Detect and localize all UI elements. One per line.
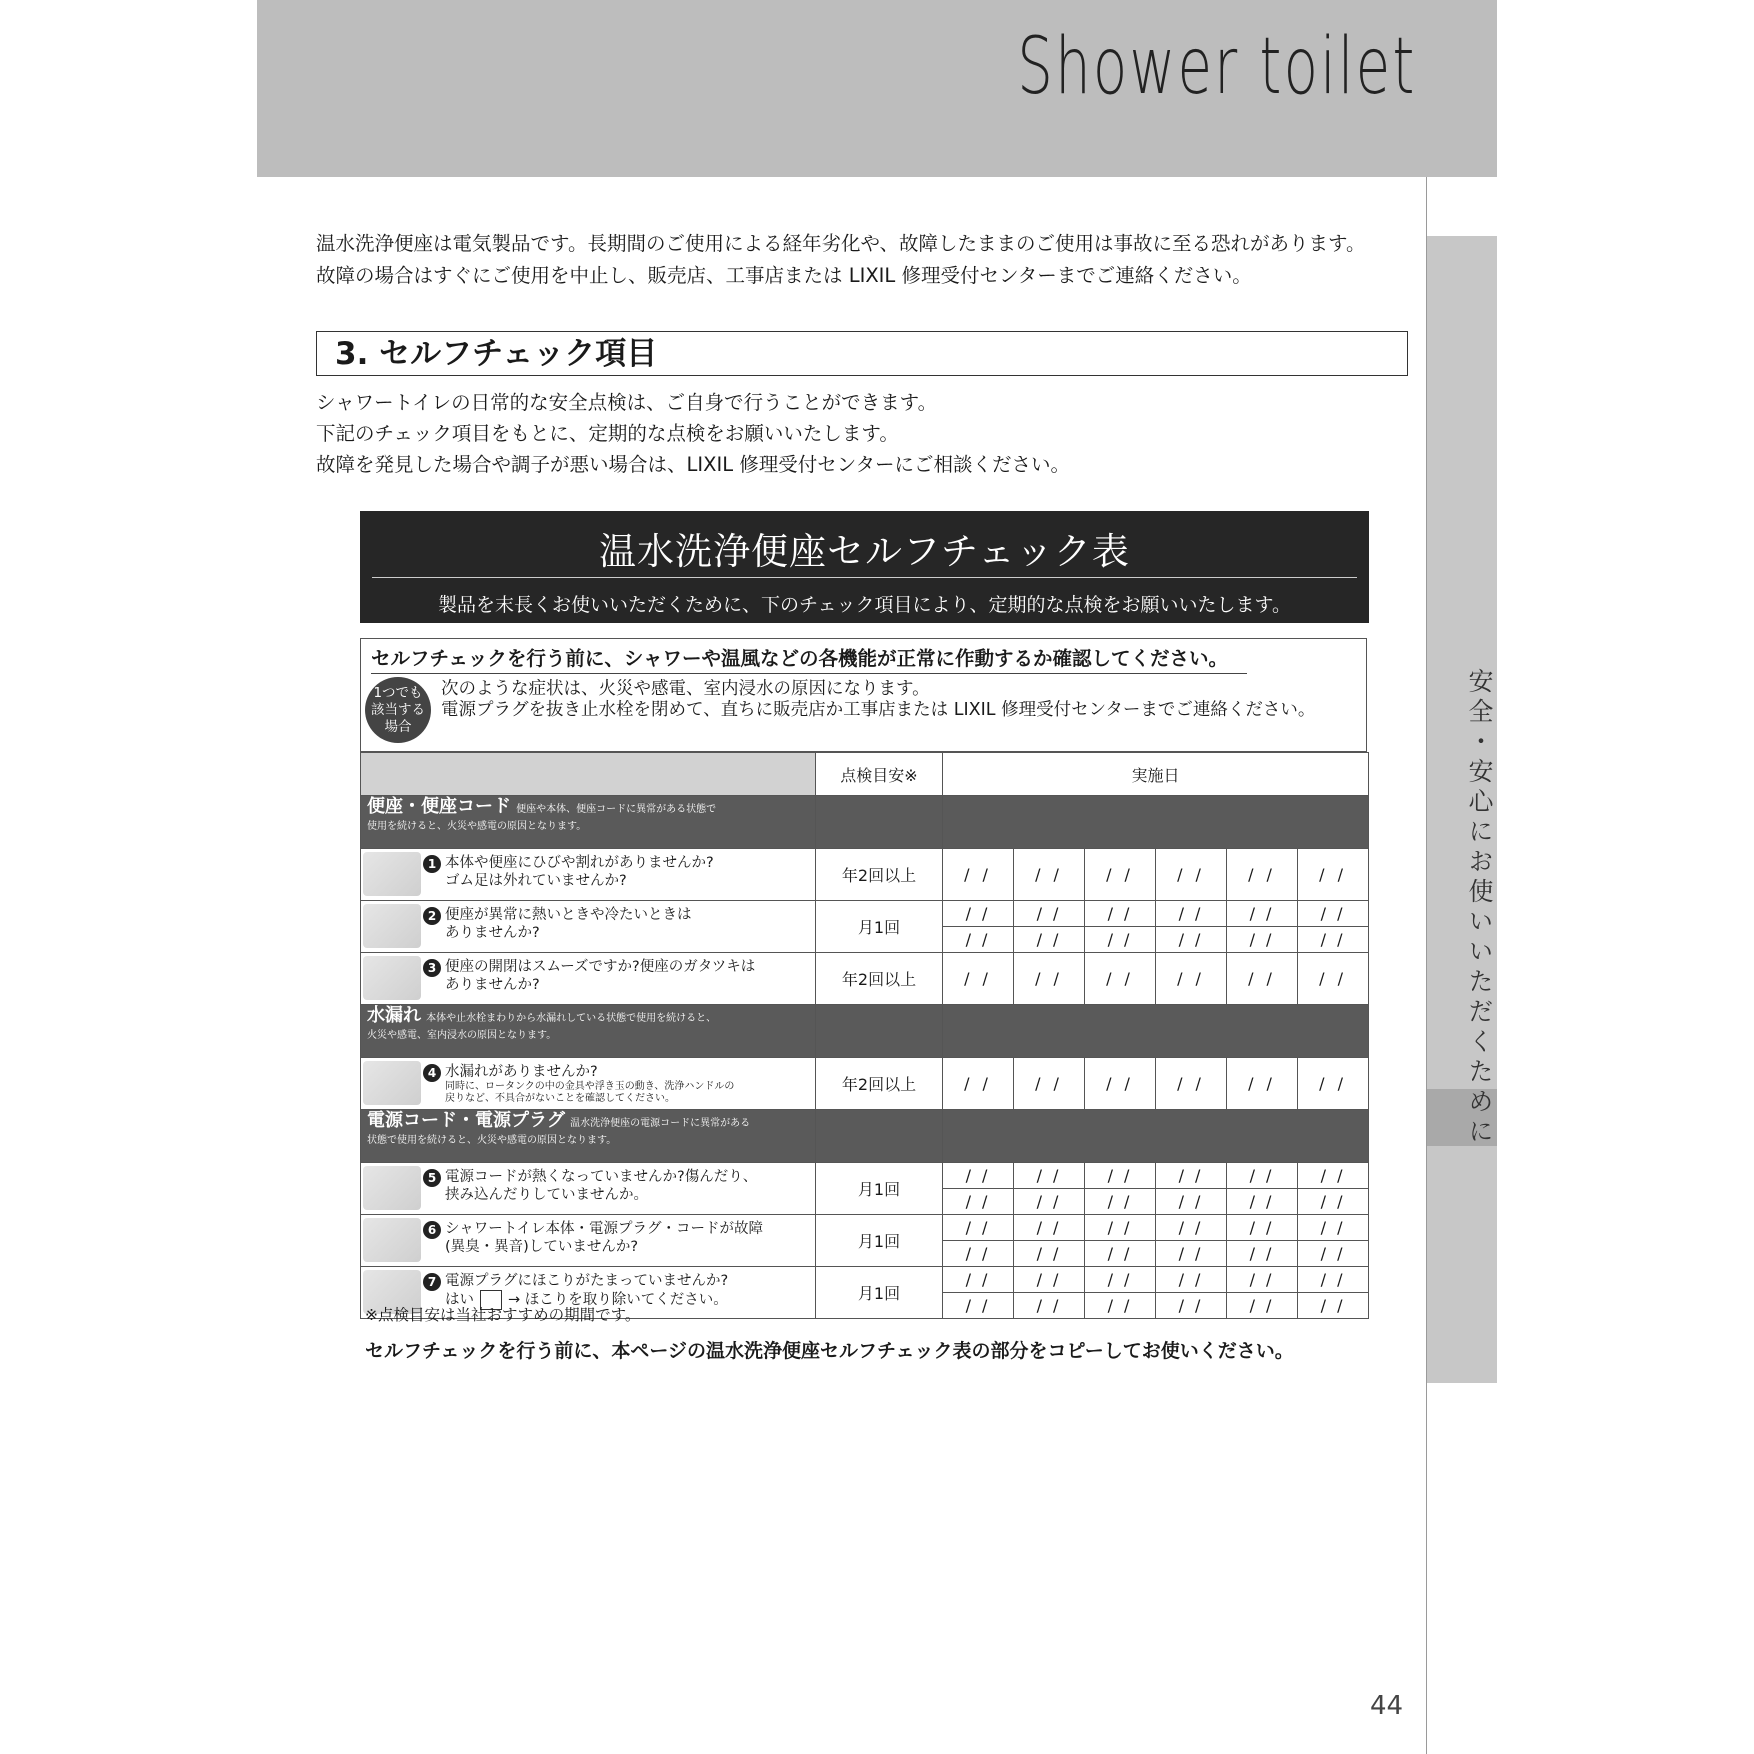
date-cell[interactable]: / /: [1156, 849, 1227, 901]
date-cell[interactable]: / /: [1227, 927, 1298, 953]
date-cell[interactable]: / /: [1156, 1267, 1227, 1293]
date-cell[interactable]: / /: [1227, 901, 1298, 927]
header-blank: [361, 753, 816, 796]
desc-line: 下記のチェック項目をもとに、定期的な点検をお願いいたします。: [316, 422, 899, 445]
table-row: [361, 901, 1369, 927]
item-text: [445, 906, 692, 942]
table-row: [361, 849, 1369, 901]
date-cell[interactable]: / /: [1227, 1058, 1298, 1110]
date-cell[interactable]: / /: [1227, 953, 1298, 1005]
category-blank: [816, 796, 943, 849]
toilet-illustration: [363, 852, 421, 896]
date-cell[interactable]: / /: [943, 1293, 1014, 1319]
item-number: 6: [423, 1221, 441, 1239]
item-question: 水漏れがありませんか?: [445, 1064, 598, 1080]
category-note: 使用を続けると、火災や感電の原因となります。: [367, 821, 587, 832]
warning-text: [441, 679, 1361, 721]
item-question: → ほこりを取り除いてください。: [508, 1292, 728, 1308]
date-cell[interactable]: / /: [1014, 953, 1085, 1005]
item-text: [445, 1063, 734, 1105]
date-cell[interactable]: / /: [1085, 849, 1156, 901]
item-question: 便座の開閉はスムーズですか?便座のガタツキは: [445, 959, 756, 975]
date-cell[interactable]: / /: [1298, 1058, 1369, 1110]
item-cell: [361, 1215, 816, 1267]
item-subnote: 戻りなど、不具合がないことを確認してください。: [445, 1093, 675, 1104]
date-cell[interactable]: / /: [943, 1215, 1014, 1241]
date-cell[interactable]: / /: [1227, 1293, 1298, 1319]
category-blank: [816, 1005, 943, 1058]
date-cell[interactable]: / /: [943, 1189, 1014, 1215]
badge-line: 場合: [384, 718, 412, 735]
item-question: 電源プラグにほこりがたまっていませんか?: [445, 1273, 729, 1289]
date-cell[interactable]: / /: [1085, 953, 1156, 1005]
date-cell[interactable]: / /: [1298, 1293, 1369, 1319]
desc-line: シャワートイレの日常的な安全点検は、ご自身で行うことができます。: [316, 391, 938, 414]
toilet-illustration: [363, 1166, 421, 1210]
warning-line: 電源プラグを抜き止水栓を閉めて、直ちに販売店か工事店または LIXIL 修理受付センターまでご連絡ください。: [441, 700, 1316, 720]
checklist-banner: [360, 511, 1369, 623]
item-subnote: 同時に、ロータンクの中の金具や浮き玉の動き、洗浄ハンドルの: [445, 1081, 735, 1092]
date-cell[interactable]: / /: [1227, 1241, 1298, 1267]
page-number: 44: [1370, 1691, 1404, 1721]
table-header-row: [361, 753, 1369, 796]
date-cell[interactable]: / /: [1156, 1058, 1227, 1110]
category-cell: [361, 1005, 816, 1058]
date-cell[interactable]: / /: [943, 849, 1014, 901]
item-question: 便座が異常に熱いときや冷たいときは: [445, 907, 692, 923]
header-date: 実施日: [943, 753, 1369, 796]
category-cell: [361, 796, 816, 849]
item-question: ありませんか?: [445, 977, 540, 993]
warning-badge: [365, 677, 431, 743]
intro-line: 温水洗浄便座は電気製品です。長期間のご使用による経年劣化や、故障したままのご使用は事故に至る恐れがあります。: [316, 232, 1366, 255]
date-cell[interactable]: / /: [1085, 1241, 1156, 1267]
date-cell[interactable]: / /: [1227, 849, 1298, 901]
date-cell[interactable]: / /: [943, 1058, 1014, 1110]
date-cell[interactable]: / /: [1298, 927, 1369, 953]
category-note: 便座や本体、便座コードに異常がある状態で: [516, 804, 717, 815]
table-row: [361, 1058, 1369, 1110]
item-cell: [361, 1058, 816, 1110]
intro-line: 故障の場合はすぐにご使用を中止し、販売店、工事店または LIXIL 修理受付センターまでご連絡ください。: [316, 264, 1252, 287]
date-cell[interactable]: / /: [1014, 1163, 1085, 1189]
date-cell[interactable]: / /: [1014, 1293, 1085, 1319]
category-row: [361, 1110, 1369, 1163]
category-row: [361, 1005, 1369, 1058]
date-cell[interactable]: / /: [1085, 901, 1156, 927]
date-cell[interactable]: / /: [1085, 1267, 1156, 1293]
date-cell[interactable]: / /: [1156, 901, 1227, 927]
date-cell[interactable]: / /: [1156, 927, 1227, 953]
item-frequency: 年2回以上: [816, 849, 943, 901]
date-cell[interactable]: / /: [1014, 901, 1085, 927]
date-cell[interactable]: / /: [943, 953, 1014, 1005]
copy-note: セルフチェックを行う前に、本ページの温水洗浄便座セルフチェック表の部分をコピーしてお使いください。: [365, 1340, 1294, 1362]
date-cell[interactable]: / /: [1156, 1163, 1227, 1189]
page-header: [257, 0, 1497, 177]
date-cell[interactable]: / /: [1156, 953, 1227, 1005]
date-cell[interactable]: / /: [943, 1267, 1014, 1293]
category-note: 状態で使用を続けると、火災や感電の原因となります。: [367, 1135, 617, 1146]
date-cell[interactable]: / /: [943, 927, 1014, 953]
date-cell[interactable]: / /: [1014, 927, 1085, 953]
category-name: 電源コード・電源プラグ: [367, 1110, 565, 1131]
category-cell: [361, 1110, 816, 1163]
date-cell[interactable]: / /: [1014, 1189, 1085, 1215]
date-cell[interactable]: / /: [1298, 1163, 1369, 1189]
item-number: 3: [423, 959, 441, 977]
date-cell[interactable]: / /: [1085, 1058, 1156, 1110]
item-text: [445, 1168, 757, 1204]
header-frequency: 点検目安※: [816, 753, 943, 796]
item-question: (異臭・異音)していませんか?: [445, 1239, 639, 1255]
category-name: 便座・便座コード: [367, 796, 511, 817]
date-cell[interactable]: / /: [1227, 1189, 1298, 1215]
toilet-illustration: [363, 956, 421, 1000]
date-cell[interactable]: / /: [1298, 901, 1369, 927]
item-question: ありませんか?: [445, 925, 540, 941]
date-cell[interactable]: / /: [1085, 1215, 1156, 1241]
date-cell[interactable]: / /: [1014, 1215, 1085, 1241]
badge-line: 該当する: [371, 701, 425, 718]
item-cell: [361, 849, 816, 901]
item-frequency: 年2回以上: [816, 1058, 943, 1110]
date-cell[interactable]: / /: [1085, 1163, 1156, 1189]
date-cell[interactable]: / /: [1014, 1267, 1085, 1293]
table-row: [361, 1267, 1369, 1293]
category-blank: [943, 1110, 1369, 1163]
item-question: 電源コードが熱くなっていませんか?傷んだり、: [445, 1169, 758, 1185]
table-row: [361, 1163, 1369, 1189]
item-text: [445, 854, 714, 890]
item-frequency: 年2回以上: [816, 953, 943, 1005]
category-note: 温水洗浄便座の電源コードに異常がある: [570, 1118, 751, 1129]
date-cell[interactable]: / /: [1298, 849, 1369, 901]
date-cell[interactable]: / /: [1085, 927, 1156, 953]
date-cell[interactable]: / /: [1227, 1215, 1298, 1241]
toilet-illustration: [363, 1218, 421, 1262]
item-question: ゴム足は外れていませんか?: [445, 873, 627, 889]
table-row: [361, 1215, 1369, 1241]
badge-line: 1つでも: [373, 684, 423, 701]
date-cell[interactable]: / /: [1298, 953, 1369, 1005]
date-cell[interactable]: / /: [1298, 1241, 1369, 1267]
warning-heading: セルフチェックを行う前に、シャワーや温風などの各機能が正常に作動するか確認してください。: [371, 643, 1247, 674]
side-tab-label: 安全・安心にお使いいただくために: [1465, 668, 1494, 1148]
category-note: 本体や止水栓まわりから水漏れしている状態で使用を続けると、: [426, 1013, 717, 1024]
category-note: 火災や感電、室内浸水の原因となります。: [367, 1030, 557, 1041]
self-check-table: [360, 752, 1369, 1319]
item-cell: [361, 1163, 816, 1215]
category-blank: [816, 1110, 943, 1163]
date-cell[interactable]: / /: [1014, 1058, 1085, 1110]
item-frequency: 月1回: [816, 901, 943, 953]
item-number: 1: [423, 855, 441, 873]
date-cell[interactable]: / /: [1156, 1215, 1227, 1241]
item-text: [445, 1220, 763, 1256]
brand-logo: Shower toilet: [1017, 22, 1417, 112]
item-question: シャワートイレ本体・電源プラグ・コードが故障: [445, 1221, 763, 1237]
item-question: 挟み込んだりしていませんか。: [445, 1187, 648, 1203]
date-cell[interactable]: / /: [943, 901, 1014, 927]
date-cell[interactable]: / /: [1014, 1241, 1085, 1267]
item-frequency: 月1回: [816, 1267, 943, 1319]
category-row: [361, 796, 1369, 849]
asterisk-note: ※点検目安は当社おすすめの期間です。: [365, 1306, 641, 1324]
category-blank: [943, 1005, 1369, 1058]
item-number: 2: [423, 907, 441, 925]
item-number: 7: [423, 1273, 441, 1291]
category-blank: [943, 796, 1369, 849]
warning-box: [360, 638, 1367, 752]
banner-title: 温水洗浄便座セルフチェック表: [599, 530, 1130, 573]
item-number: 4: [423, 1064, 441, 1082]
intro-text: [316, 228, 1426, 292]
date-cell[interactable]: / /: [1014, 849, 1085, 901]
toilet-illustration: [363, 904, 421, 948]
table-row: [361, 953, 1369, 1005]
item-frequency: 月1回: [816, 1163, 943, 1215]
banner-subtitle: 製品を末長くお使いいただくために、下のチェック項目により、定期的な点検をお願いいたします。: [438, 594, 1291, 616]
date-cell[interactable]: / /: [1085, 1293, 1156, 1319]
date-cell[interactable]: / /: [1227, 1267, 1298, 1293]
date-cell[interactable]: / /: [943, 1241, 1014, 1267]
item-cell: [361, 953, 816, 1005]
item-number: 5: [423, 1169, 441, 1187]
date-cell[interactable]: / /: [1298, 1215, 1369, 1241]
date-cell[interactable]: / /: [1298, 1267, 1369, 1293]
date-cell[interactable]: / /: [1156, 1241, 1227, 1267]
desc-line: 故障を発見した場合や調子が悪い場合は、LIXIL 修理受付センターにご相談ください。: [316, 453, 1071, 476]
section-description: [316, 387, 1416, 480]
section-title: 3. セルフチェック項目: [316, 331, 1408, 376]
date-cell[interactable]: / /: [1298, 1189, 1369, 1215]
category-name: 水漏れ: [367, 1005, 421, 1026]
banner-rule: [372, 577, 1357, 578]
date-cell[interactable]: / /: [943, 1163, 1014, 1189]
warning-line: 次のような症状は、火災や感電、室内浸水の原因になります。: [441, 679, 930, 699]
date-cell[interactable]: / /: [1085, 1189, 1156, 1215]
item-question: 本体や便座にひびや割れがありませんか?: [445, 855, 714, 871]
date-cell[interactable]: / /: [1227, 1163, 1298, 1189]
yes-label: はい: [445, 1292, 474, 1308]
item-cell: [361, 901, 816, 953]
item-text: [445, 958, 755, 994]
date-cell[interactable]: / /: [1156, 1189, 1227, 1215]
item-frequency: 月1回: [816, 1215, 943, 1267]
date-cell[interactable]: / /: [1156, 1293, 1227, 1319]
toilet-illustration: [363, 1061, 421, 1105]
